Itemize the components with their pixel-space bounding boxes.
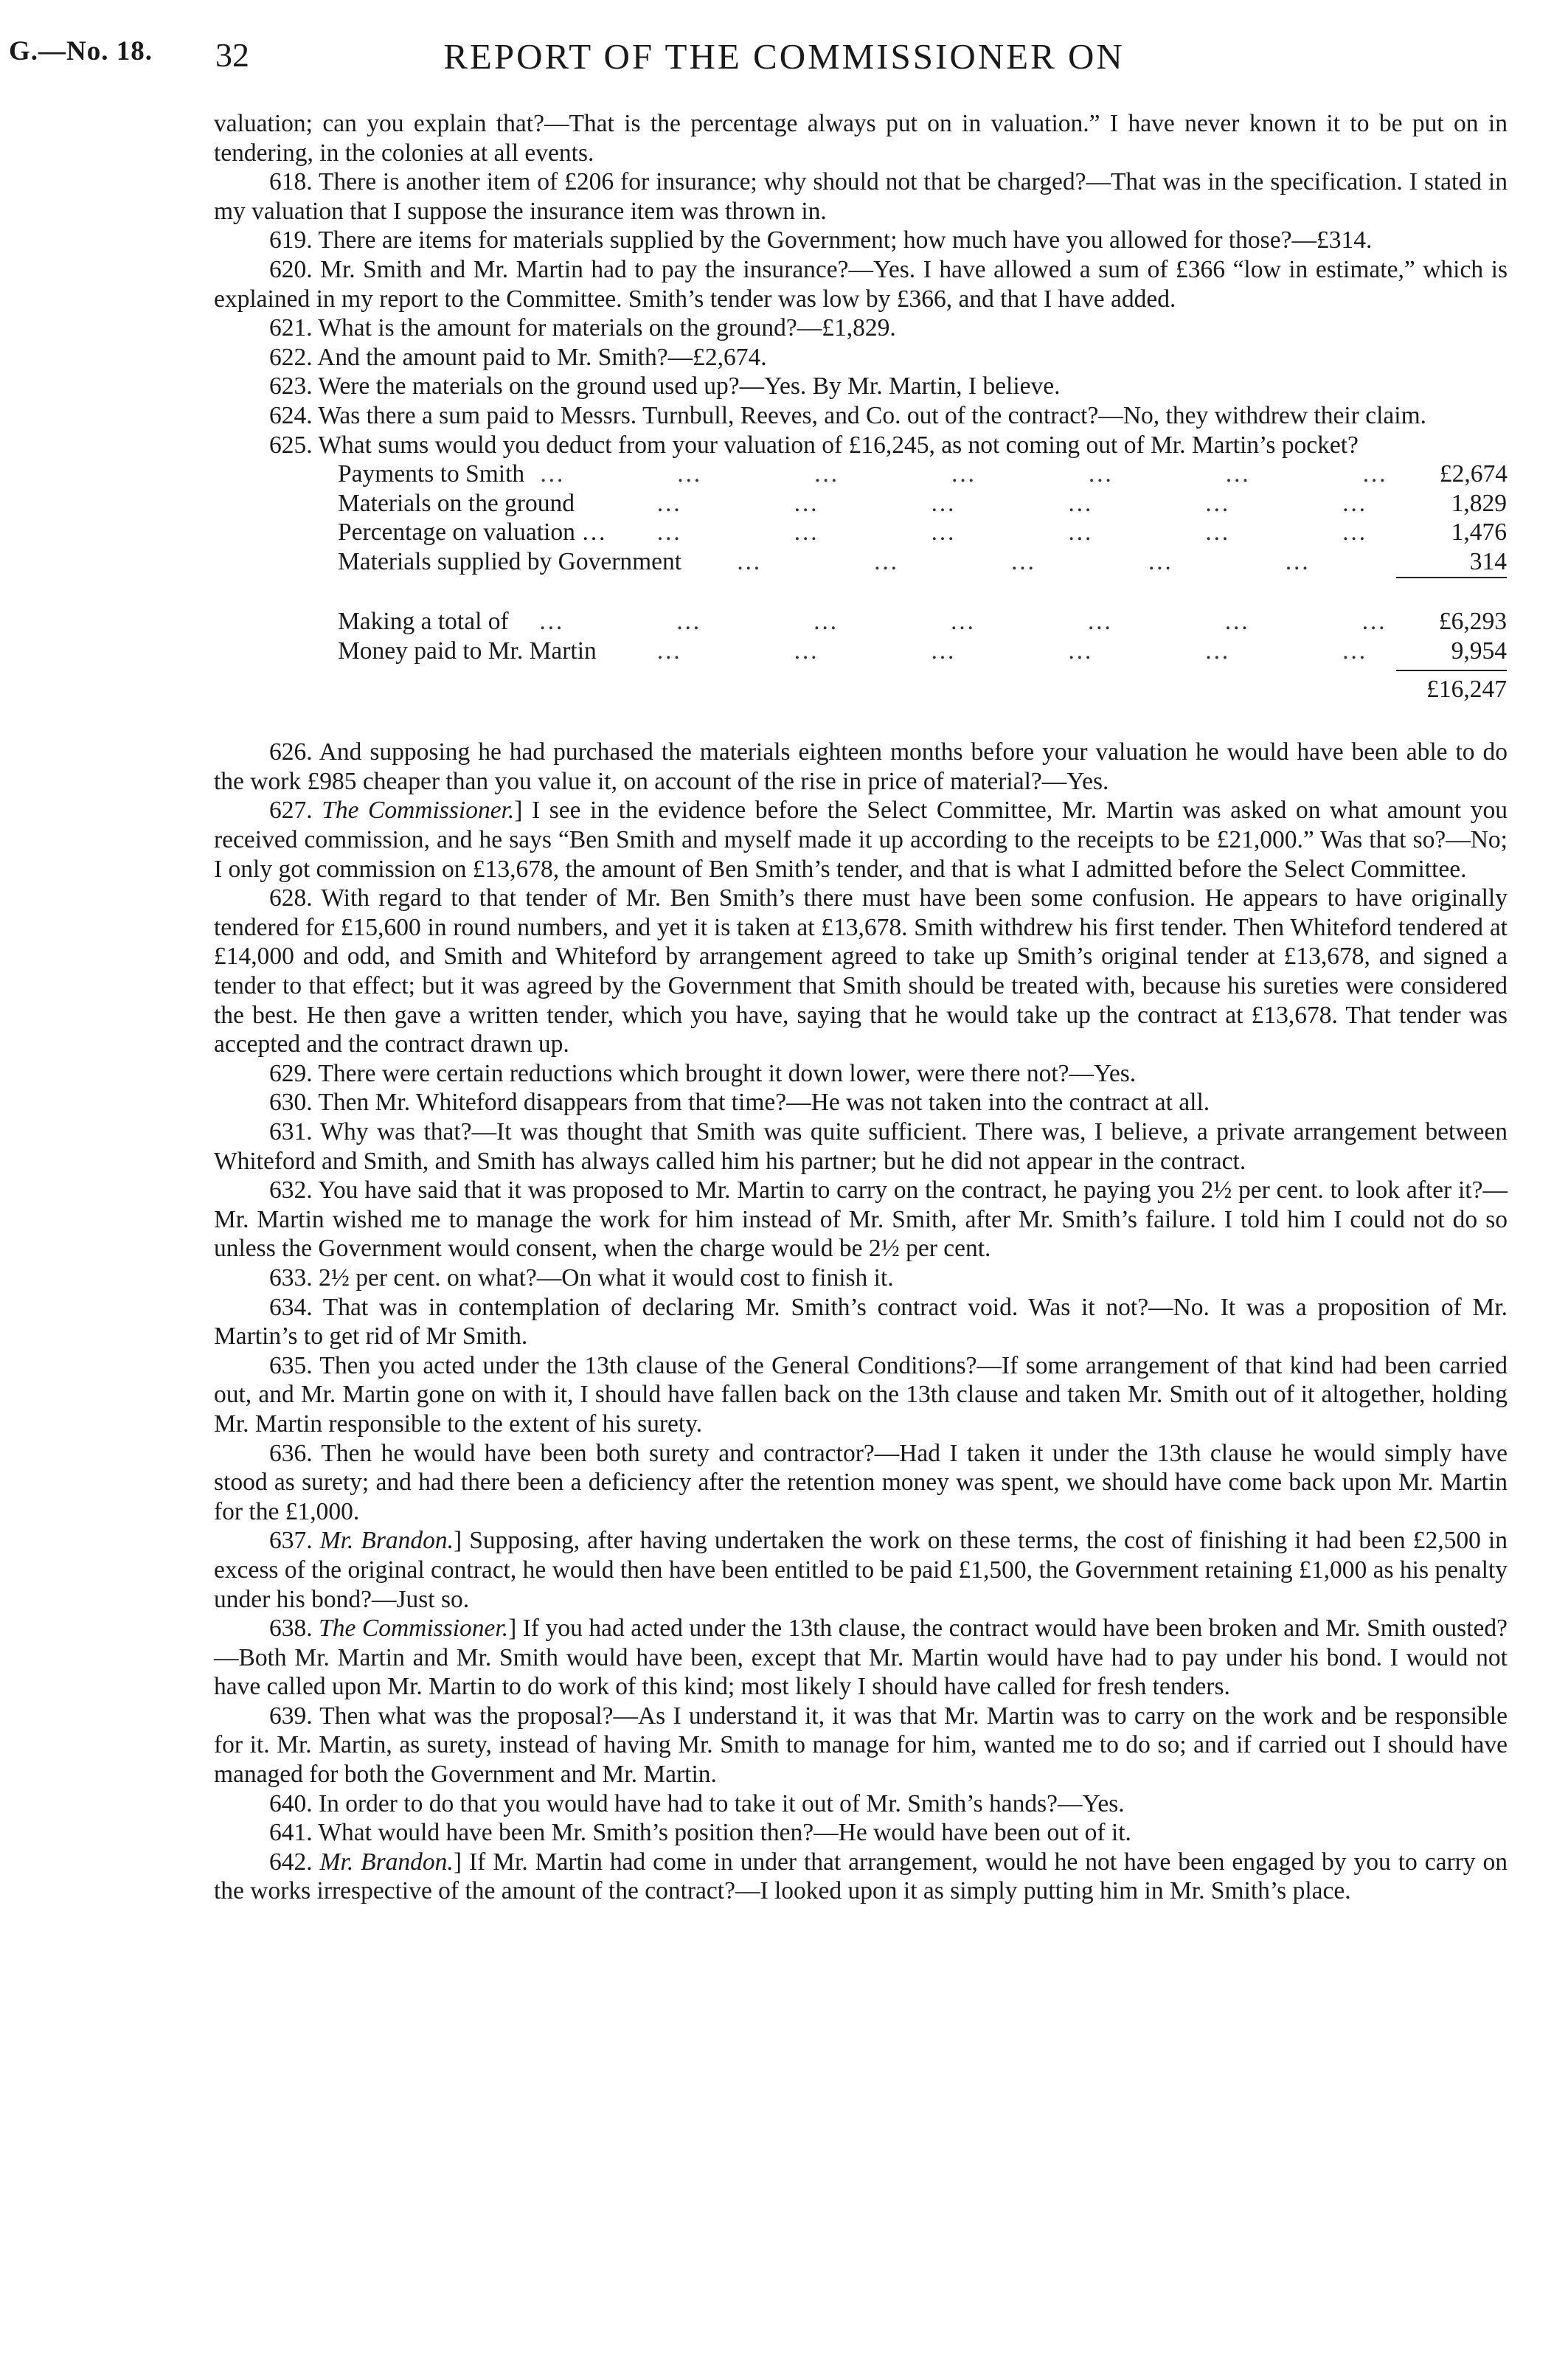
schedule-grand-total: £16,247: [1426, 676, 1507, 704]
question-number: 642.: [269, 1848, 313, 1876]
schedule-label: Making a total of: [338, 608, 509, 636]
question-paragraph-q636: 636. Then he would have been both surety and contractor?—Had I taken it under the 13th clause he would simply have stood as surety; and had there been a deficiency after the retention money was spent, we should have come back upon Mr. Martin for the £1,000.: [214, 1439, 1508, 1525]
question-paragraph-q630: 630. Then Mr. Whiteford disappears from that time?—He was not taken into the contract at all.: [269, 1089, 1210, 1117]
question-paragraph-q639: 639. Then what was the proposal?—As I understand it, it was that Mr. Martin was to carry on the work and be responsible for it. Mr. Martin, as surety, instead of having Mr. Smith to manage for him, wanted me to do so; and if carried out I should have managed for both the Government and Mr. Martin.: [214, 1702, 1508, 1789]
question-paragraph-q628: 628. With regard to that tender of Mr. Ben Smith’s there must have been some confusion. He appears to have originally tendered for £15,600 in round numbers, and yet it is taken at £13,678. Smith withdrew his first tender. Then Whiteford tendered at £14,000 and odd, and Smith and Whiteford by arrangement agreed to take up Smith’s original tender at £13,678, and signed a tender to that effect; but it was agreed by the Government that Smith should be treated with, because his sureties were considered the best. He then gave a written tender, which you have, saying that he would take up the contract at £13,678. That tender was accepted and the contract drawn up.: [214, 884, 1508, 1058]
question-number: 627.: [269, 797, 313, 825]
schedule-label: Money paid to Mr. Martin: [338, 637, 597, 665]
schedule-label: Payments to Smith: [338, 460, 525, 488]
question-paragraph-q626: 626. And supposing he had purchased the materials eighteen months before your valuation he would have been able to do the work £985 cheaper than you value it, on account of the rise in price of material?—Yes.: [214, 738, 1508, 795]
page-header: [0, 35, 1568, 80]
question-paragraph-q640: 640. In order to do that you would have had to take it out of Mr. Smith’s hands?—Yes.: [269, 1789, 1125, 1817]
schedule-subtotals: [338, 578, 1507, 666]
question-paragraph-p-cont: valuation; can you explain that?—That is the percentage always put on in valuation.” I have never known it to be put on in tendering, in the colonies at all events.: [214, 110, 1508, 167]
paragraph-text: I see in the evidence before the Select Committee, Mr. Martin was asked on what amount you received commission, and he says “Ben Smith and myself made it up according to the receipts to be £21,000.” Was that so?—No; I only got commission on £13,678, the amount of Ben Smith’s tender, and that is what I admitted before the Select Committee.: [214, 797, 1508, 883]
schedule-amount: 314: [1469, 547, 1507, 575]
question-paragraph-q622: 622. And the amount paid to Mr. Smith?—£2,674.: [269, 343, 767, 371]
speaker-name: Mr. Brandon.: [319, 1848, 454, 1876]
schedule-grand-total-row: [338, 671, 1507, 708]
question-paragraph-q631: 631. Why was that?—It was thought that Smith was quite sufficient. There was, I believe, a private arrangement between Whiteford and Smith, and Smith has always called him his partner; but he did not appear in the contract.: [214, 1118, 1508, 1175]
schedule-label: Materials on the ground: [338, 489, 575, 517]
question-paragraph-q627: 627. The Commissioner.] I see in the evidence before the Select Committee, Mr. Martin was asked on what amount you received commission, and he says “Ben Smith and myself made it up according to the receipts to be £21,000.” Was that so?—No; I only got commission on £13,678, the amount of Ben Smith’s tender, and that is what I admitted before the Select Committee.: [214, 797, 1508, 883]
page-number: 32: [215, 36, 249, 74]
question-number: 638.: [269, 1615, 313, 1643]
schedule-item-row: [338, 460, 1507, 489]
leader-dots: … … … … … …: [656, 519, 1420, 547]
leader-dots: … … … … … …: [656, 637, 1420, 665]
question-paragraph-q620: 620. Mr. Smith and Mr. Martin had to pay the insurance?—Yes. I have allowed a sum of £366 “low in estimate,” which is explained in my report to the Committee. Smith’s tender was low by £366, and that I have added.: [214, 255, 1508, 313]
question-paragraph-q638: 638. The Commissioner.] If you had acted under the 13th clause, the contract would have been broken and Mr. Smith ousted?—Both Mr. Martin and Mr. Smith would have been, except that Mr. Martin would have had to pay under his bond. I would not have called upon Mr. Martin to do work of this kind; most likely I should have called for fresh tenders.: [214, 1615, 1508, 1701]
paragraph-text: Supposing, after having undertaken the work on these terms, the cost of finishing it had been £2,500 in excess of the original contract, he would then have been entitled to be paid £1,500, the Government retaining £1,000 as his penalty under his bond?—Just so.: [214, 1527, 1508, 1613]
speaker-name: The Commissioner.: [319, 1615, 509, 1643]
paragraphs-before-schedule: [214, 109, 1508, 460]
schedule-items: [338, 460, 1507, 576]
leader-dots: … … … … … … …: [538, 608, 1439, 636]
question-paragraph-q641: 641. What would have been Mr. Smith’s position then?—He would have been out of it.: [269, 1819, 1131, 1847]
schedule-amount: 1,829: [1451, 489, 1507, 517]
leader-dots: … … … … …: [736, 547, 1362, 575]
question-paragraph-q634: 634. That was in contemplation of declaring Mr. Smith’s contract void. Was it not?—No. It was a proposition of Mr. Martin’s to get rid of Mr Smith.: [214, 1293, 1508, 1351]
schedule-item-row: [338, 547, 1507, 577]
schedule-amount: 1,476: [1451, 519, 1507, 547]
leader-dots: … … … … … …: [656, 489, 1420, 517]
leader-dots: … … … … … … …: [539, 460, 1440, 488]
question-paragraph-q623: 623. Were the materials on the ground used up?—Yes. By Mr. Martin, I believe.: [269, 372, 1061, 401]
schedule-subtotal-row: [338, 607, 1507, 637]
schedule-item-row: [338, 489, 1507, 519]
question-paragraph-q618: 618. There is another item of £206 for insurance; why should not that be charged?—That was in the specification. I stated in my valuation that I suppose the insurance item was thrown in.: [214, 168, 1508, 225]
schedule-item-row: [338, 518, 1507, 547]
question-paragraph-q621: 621. What is the amount for materials on the ground?—£1,829.: [269, 314, 896, 342]
question-paragraph-q642: 642. Mr. Brandon.] If Mr. Martin had come in under that arrangement, would he not have been engaged by you to carry on the works irrespective of the amount of the contract?—I looked upon it as simply putting him in Mr. Smith’s place.: [214, 1848, 1508, 1905]
question-paragraph-q633: 633. 2½ per cent. on what?—On what it would cost to finish it.: [269, 1263, 894, 1292]
question-paragraph-q637: 637. Mr. Brandon.] Supposing, after having undertaken the work on these terms, the cost of finishing it had been £2,500 in excess of the original contract, he would then have been entitled to be paid £1,500, the Government retaining £1,000 as his penalty under his bond?—Just so.: [214, 1527, 1508, 1613]
paragraph-text: If Mr. Martin had come in under that arrangement, would he not have been engaged by you to carry on the works irrespective of the amount of the contract?—I looked upon it as simply putting him in Mr. Smith’s place.: [214, 1848, 1508, 1905]
schedule-amount: £6,293: [1438, 608, 1507, 636]
question-paragraph-q629: 629. There were certain reductions which brought it down lower, were there not?—Yes.: [269, 1059, 1137, 1087]
schedule-amount: 9,954: [1451, 637, 1507, 665]
paragraph-text: If you had acted under the 13th clause, the contract would have been broken and Mr. Smith ousted?—Both Mr. Martin and Mr. Smith would have been, except that Mr. Martin would have had to pay under his bond. I would not have called upon Mr. Martin to do work of this kind; most likely I should have called for fresh tenders.: [214, 1615, 1508, 1701]
paragraphs-after-schedule: [214, 738, 1508, 1906]
speaker-name: The Commissioner.: [322, 797, 515, 825]
running-title: REPORT OF THE COMMISSIONER ON: [443, 36, 1125, 77]
schedule-subtotal-row: [338, 637, 1507, 666]
document-reference: G.—No. 18.: [9, 36, 153, 66]
question-paragraph-q619: 619. There are items for materials supplied by the Government; how much have you allowed for those?—£314.: [269, 226, 1373, 254]
spacer: [214, 708, 1508, 738]
question-number: 637.: [269, 1527, 313, 1555]
document-body: [214, 109, 1508, 1906]
question-paragraph-q632: 632. You have said that it was proposed to Mr. Martin to carry on the contract, he paying you 2½ per cent. to look after it?—Mr. Martin wished me to manage the work for him instead of Mr. Smith, after Mr. Smith’s failure. I told him I could not do so unless the Government would consent, when the charge would be 2½ per cent.: [214, 1176, 1508, 1263]
question-paragraph-q624: 624. Was there a sum paid to Messrs. Turnbull, Reeves, and Co. out of the contract?—No, they withdrew their claim.: [269, 401, 1427, 429]
question-paragraph-q635: 635. Then you acted under the 13th clause of the General Conditions?—If some arrangement of that kind had been carried out, and Mr. Martin gone on with it, I should have fallen back on the 13th clause and taken Mr. Smith out of it altogether, holding Mr. Martin responsible to the extent of his surety.: [214, 1351, 1508, 1438]
deduction-schedule: [338, 460, 1507, 708]
schedule-amount: £2,674: [1439, 460, 1508, 488]
speaker-name: Mr. Brandon.: [319, 1527, 454, 1555]
question-paragraph-q625: 625. What sums would you deduct from your valuation of £16,245, as not coming out of Mr. Martin’s pocket?: [269, 431, 1359, 459]
schedule-label: Materials supplied by Government: [338, 547, 682, 575]
schedule-label: Percentage on valuation …: [338, 519, 606, 547]
spacer: [338, 578, 1507, 608]
